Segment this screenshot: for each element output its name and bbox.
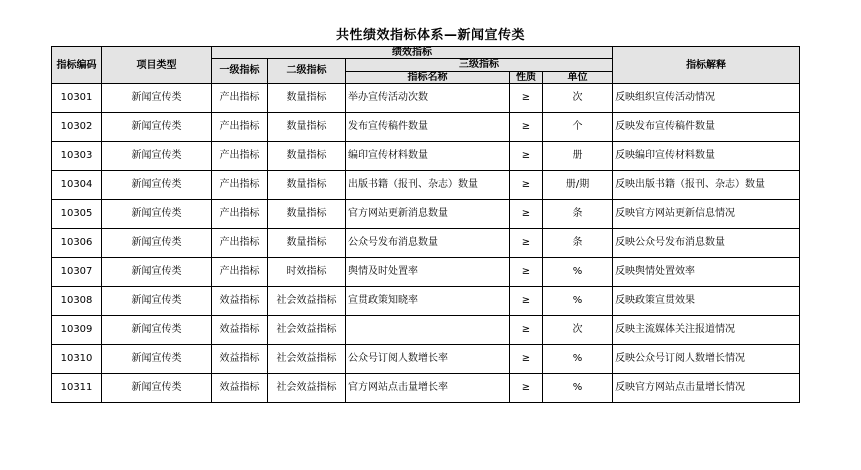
cell-unit: 条 bbox=[543, 229, 613, 258]
cell-indicator-name: 发布宣传稿件数量 bbox=[346, 113, 510, 142]
cell-level1: 效益指标 bbox=[212, 316, 268, 345]
cell-project-type: 新闻宣传类 bbox=[102, 316, 212, 345]
cell-level2: 社会效益指标 bbox=[268, 374, 346, 403]
cell-indicator-name: 公众号订阅人数增长率 bbox=[346, 345, 510, 374]
header-level3: 三级指标 bbox=[346, 59, 613, 72]
cell-level2: 数量指标 bbox=[268, 84, 346, 113]
cell-explanation: 反映官方网站点击量增长情况 bbox=[613, 374, 800, 403]
cell-nature: ≥ bbox=[510, 171, 543, 200]
cell-indicator-name: 官方网站更新消息数量 bbox=[346, 200, 510, 229]
cell-level2: 时效指标 bbox=[268, 258, 346, 287]
cell-code: 10307 bbox=[52, 258, 102, 287]
cell-project-type: 新闻宣传类 bbox=[102, 374, 212, 403]
cell-nature: ≥ bbox=[510, 258, 543, 287]
cell-level2: 数量指标 bbox=[268, 229, 346, 258]
cell-level2: 社会效益指标 bbox=[268, 345, 346, 374]
cell-indicator-name: 官方网站点击量增长率 bbox=[346, 374, 510, 403]
cell-level1: 效益指标 bbox=[212, 287, 268, 316]
cell-code: 10306 bbox=[52, 229, 102, 258]
cell-code: 10305 bbox=[52, 200, 102, 229]
cell-unit: 次 bbox=[543, 316, 613, 345]
header-level2: 二级指标 bbox=[268, 59, 346, 84]
header-explanation: 指标解释 bbox=[613, 47, 800, 84]
cell-nature: ≥ bbox=[510, 287, 543, 316]
header-performance-indicators: 绩效指标 bbox=[212, 47, 613, 59]
cell-nature: ≥ bbox=[510, 84, 543, 113]
cell-level1: 产出指标 bbox=[212, 142, 268, 171]
cell-project-type: 新闻宣传类 bbox=[102, 287, 212, 316]
table-row bbox=[52, 142, 800, 171]
table-row bbox=[52, 374, 800, 403]
header-indicator-name: 指标名称 bbox=[346, 72, 510, 84]
document-title: 共性绩效指标体系—新闻宣传类 bbox=[335, 28, 525, 43]
cell-nature: ≥ bbox=[510, 142, 543, 171]
table-row bbox=[52, 113, 800, 142]
cell-code: 10309 bbox=[52, 316, 102, 345]
cell-explanation: 反映政策宣贯效果 bbox=[613, 287, 800, 316]
cell-code: 10311 bbox=[52, 374, 102, 403]
table-row bbox=[52, 200, 800, 229]
cell-project-type: 新闻宣传类 bbox=[102, 84, 212, 113]
header-project-type: 项目类型 bbox=[102, 47, 212, 84]
cell-code: 10301 bbox=[52, 84, 102, 113]
cell-level2: 社会效益指标 bbox=[268, 287, 346, 316]
cell-explanation: 反映出版书籍（报刊、杂志）数量 bbox=[613, 171, 800, 200]
cell-unit: 条 bbox=[543, 200, 613, 229]
cell-level1: 产出指标 bbox=[212, 200, 268, 229]
cell-indicator-name: 舆情及时处置率 bbox=[346, 258, 510, 287]
cell-explanation: 反映主流媒体关注报道情况 bbox=[613, 316, 800, 345]
indicator-table bbox=[51, 46, 800, 403]
cell-indicator-name bbox=[346, 316, 510, 345]
cell-unit: 次 bbox=[543, 84, 613, 113]
cell-project-type: 新闻宣传类 bbox=[102, 171, 212, 200]
cell-unit: 册/期 bbox=[543, 171, 613, 200]
cell-level2: 数量指标 bbox=[268, 200, 346, 229]
cell-code: 10310 bbox=[52, 345, 102, 374]
cell-project-type: 新闻宣传类 bbox=[102, 200, 212, 229]
cell-project-type: 新闻宣传类 bbox=[102, 113, 212, 142]
cell-code: 10302 bbox=[52, 113, 102, 142]
cell-indicator-name: 编印宣传材料数量 bbox=[346, 142, 510, 171]
cell-project-type: 新闻宣传类 bbox=[102, 258, 212, 287]
header-nature: 性质 bbox=[510, 72, 543, 84]
cell-level2: 社会效益指标 bbox=[268, 316, 346, 345]
table-row bbox=[52, 287, 800, 316]
cell-unit: 册 bbox=[543, 142, 613, 171]
cell-code: 10308 bbox=[52, 287, 102, 316]
cell-code: 10304 bbox=[52, 171, 102, 200]
cell-unit: % bbox=[543, 345, 613, 374]
cell-indicator-name: 宣贯政策知晓率 bbox=[346, 287, 510, 316]
header-code: 指标编码 bbox=[52, 47, 102, 84]
cell-explanation: 反映公众号订阅人数增长情况 bbox=[613, 345, 800, 374]
cell-explanation: 反映官方网站更新信息情况 bbox=[613, 200, 800, 229]
cell-level1: 产出指标 bbox=[212, 171, 268, 200]
cell-nature: ≥ bbox=[510, 316, 543, 345]
cell-level1: 产出指标 bbox=[212, 229, 268, 258]
cell-level2: 数量指标 bbox=[268, 142, 346, 171]
cell-project-type: 新闻宣传类 bbox=[102, 229, 212, 258]
table-row bbox=[52, 84, 800, 113]
cell-level1: 产出指标 bbox=[212, 258, 268, 287]
cell-unit: % bbox=[543, 258, 613, 287]
table-row bbox=[52, 171, 800, 200]
cell-level1: 效益指标 bbox=[212, 374, 268, 403]
cell-code: 10303 bbox=[52, 142, 102, 171]
cell-project-type: 新闻宣传类 bbox=[102, 345, 212, 374]
cell-indicator-name: 公众号发布消息数量 bbox=[346, 229, 510, 258]
table-body bbox=[52, 84, 800, 403]
cell-nature: ≥ bbox=[510, 345, 543, 374]
header-unit: 单位 bbox=[543, 72, 613, 84]
cell-unit: % bbox=[543, 374, 613, 403]
table-header bbox=[52, 47, 800, 84]
cell-level1: 产出指标 bbox=[212, 84, 268, 113]
cell-explanation: 反映舆情处置效率 bbox=[613, 258, 800, 287]
cell-explanation: 反映公众号发布消息数量 bbox=[613, 229, 800, 258]
cell-indicator-name: 出版书籍（报刊、杂志）数量 bbox=[346, 171, 510, 200]
cell-nature: ≥ bbox=[510, 113, 543, 142]
table-row bbox=[52, 345, 800, 374]
cell-level2: 数量指标 bbox=[268, 171, 346, 200]
cell-explanation: 反映编印宣传材料数量 bbox=[613, 142, 800, 171]
cell-nature: ≥ bbox=[510, 200, 543, 229]
cell-indicator-name: 举办宣传活动次数 bbox=[346, 84, 510, 113]
cell-nature: ≥ bbox=[510, 374, 543, 403]
cell-unit: 个 bbox=[543, 113, 613, 142]
cell-nature: ≥ bbox=[510, 229, 543, 258]
cell-level2: 数量指标 bbox=[268, 113, 346, 142]
table-row bbox=[52, 229, 800, 258]
header-level1: 一级指标 bbox=[212, 59, 268, 84]
cell-unit: % bbox=[543, 287, 613, 316]
cell-level1: 效益指标 bbox=[212, 345, 268, 374]
cell-project-type: 新闻宣传类 bbox=[102, 142, 212, 171]
table-row bbox=[52, 316, 800, 345]
cell-explanation: 反映发布宣传稿件数量 bbox=[613, 113, 800, 142]
cell-level1: 产出指标 bbox=[212, 113, 268, 142]
cell-explanation: 反映组织宣传活动情况 bbox=[613, 84, 800, 113]
table-row bbox=[52, 258, 800, 287]
